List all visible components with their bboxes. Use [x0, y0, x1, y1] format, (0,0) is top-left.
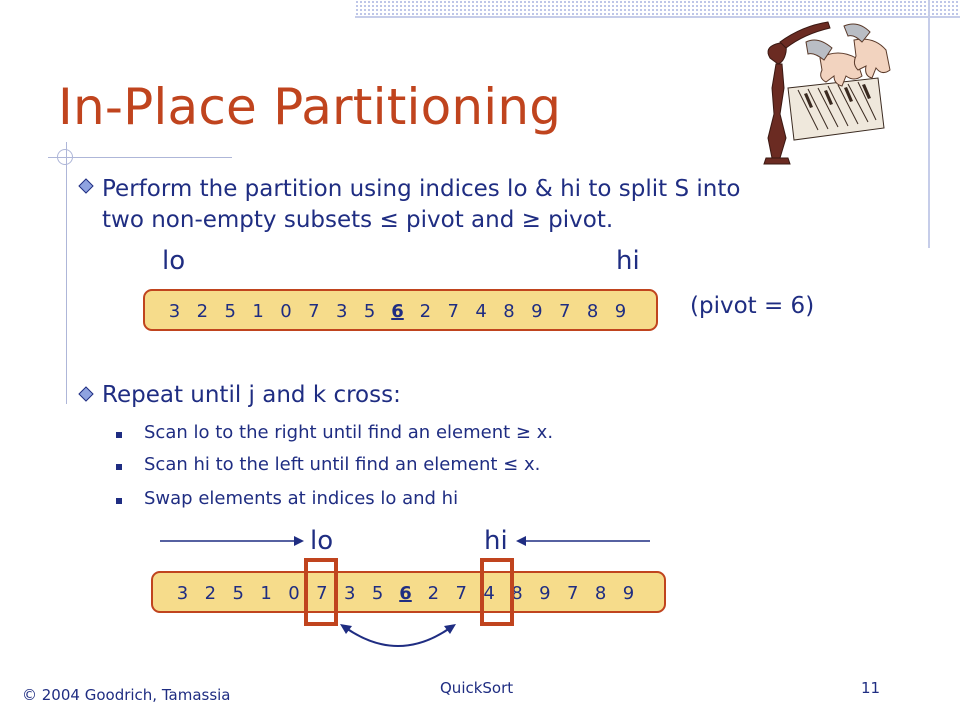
array-element: 5 — [232, 583, 244, 604]
array-element: 8 — [503, 301, 515, 322]
footer-copyright: © 2004 Goodrich, Tamassia — [22, 686, 231, 704]
diagram2-lo-label: lo — [310, 526, 334, 556]
bullet-diamond-icon — [78, 386, 94, 402]
array-element: 1 — [260, 583, 272, 604]
footer-page-number: 11 — [861, 679, 881, 697]
slide-guide-vertical — [66, 142, 67, 404]
array-element: 0 — [288, 583, 300, 604]
array-element: 7 — [316, 583, 328, 604]
array-element: 8 — [594, 583, 607, 604]
array-element: 2 — [196, 301, 209, 322]
header-pattern — [355, 0, 960, 16]
array-element: 7 — [447, 301, 459, 322]
array-element: 7 — [308, 301, 320, 322]
array-element: 0 — [280, 301, 292, 322]
array-element: 5 — [371, 583, 384, 604]
slide-guide-circle — [57, 149, 73, 165]
swap-arrow-icon — [336, 620, 460, 654]
pivot-element: 6 — [391, 301, 404, 322]
slide-title: In-Place Partitioning — [58, 78, 562, 136]
lo-direction-arrow-icon — [158, 534, 308, 548]
hi-direction-arrow-icon — [514, 534, 652, 548]
array-element: 3 — [176, 583, 189, 604]
sub-bullet-square-icon — [116, 498, 122, 504]
bullet-1-line-1: Perform the partition using indices lo & hi to split S into — [102, 176, 741, 202]
array-element: 9 — [539, 583, 551, 604]
pivot-note: (pivot = 6) — [690, 293, 815, 319]
bullet-diamond-icon — [78, 178, 94, 194]
array-element: 2 — [427, 583, 440, 604]
array-element: 7 — [559, 301, 571, 322]
array-element: 4 — [483, 583, 495, 604]
array-element: 9 — [531, 301, 543, 322]
array-element: 3 — [168, 301, 181, 322]
right-rule — [928, 0, 930, 248]
array-2 — [151, 571, 666, 613]
array-element: 8 — [511, 583, 523, 604]
sub-bullet-1: Scan lo to the right until find an element ≥ x. — [144, 422, 554, 443]
array-element: 8 — [586, 301, 599, 322]
hi-highlight-box — [480, 558, 514, 626]
lo-highlight-box — [304, 558, 338, 626]
array-element: 5 — [224, 301, 236, 322]
sub-bullet-square-icon — [116, 464, 122, 470]
pivot-element: 6 — [399, 583, 412, 604]
array-element: 7 — [455, 583, 467, 604]
bullet-1 — [102, 174, 740, 236]
slide-guide-horizontal — [48, 157, 232, 158]
diagram1-lo-label: lo — [162, 246, 186, 276]
array-1 — [143, 289, 658, 331]
keyboard-hands-illustration — [758, 18, 898, 168]
diagram1-hi-label: hi — [616, 246, 640, 276]
footer-topic: QuickSort — [440, 679, 514, 697]
array-element: 2 — [204, 583, 217, 604]
bullet-1-line-2: two non-empty subsets ≤ pivot and ≥ pivot. — [102, 207, 614, 233]
sub-bullet-3: Swap elements at indices lo and hi — [144, 488, 459, 509]
sub-bullet-2: Scan hi to the left until find an element ≤ x. — [144, 454, 541, 475]
diagram2-hi-label: hi — [484, 526, 508, 556]
array-element: 7 — [567, 583, 579, 604]
array-element: 3 — [344, 583, 356, 604]
array-element: 1 — [252, 301, 264, 322]
array-element: 2 — [419, 301, 432, 322]
array-element: 4 — [475, 301, 487, 322]
array-element: 5 — [363, 301, 376, 322]
array-element: 3 — [336, 301, 348, 322]
array-element: 9 — [614, 301, 627, 322]
array-element: 9 — [622, 583, 635, 604]
sub-bullet-square-icon — [116, 432, 122, 438]
bullet-2: Repeat until j and k cross: — [102, 382, 401, 408]
